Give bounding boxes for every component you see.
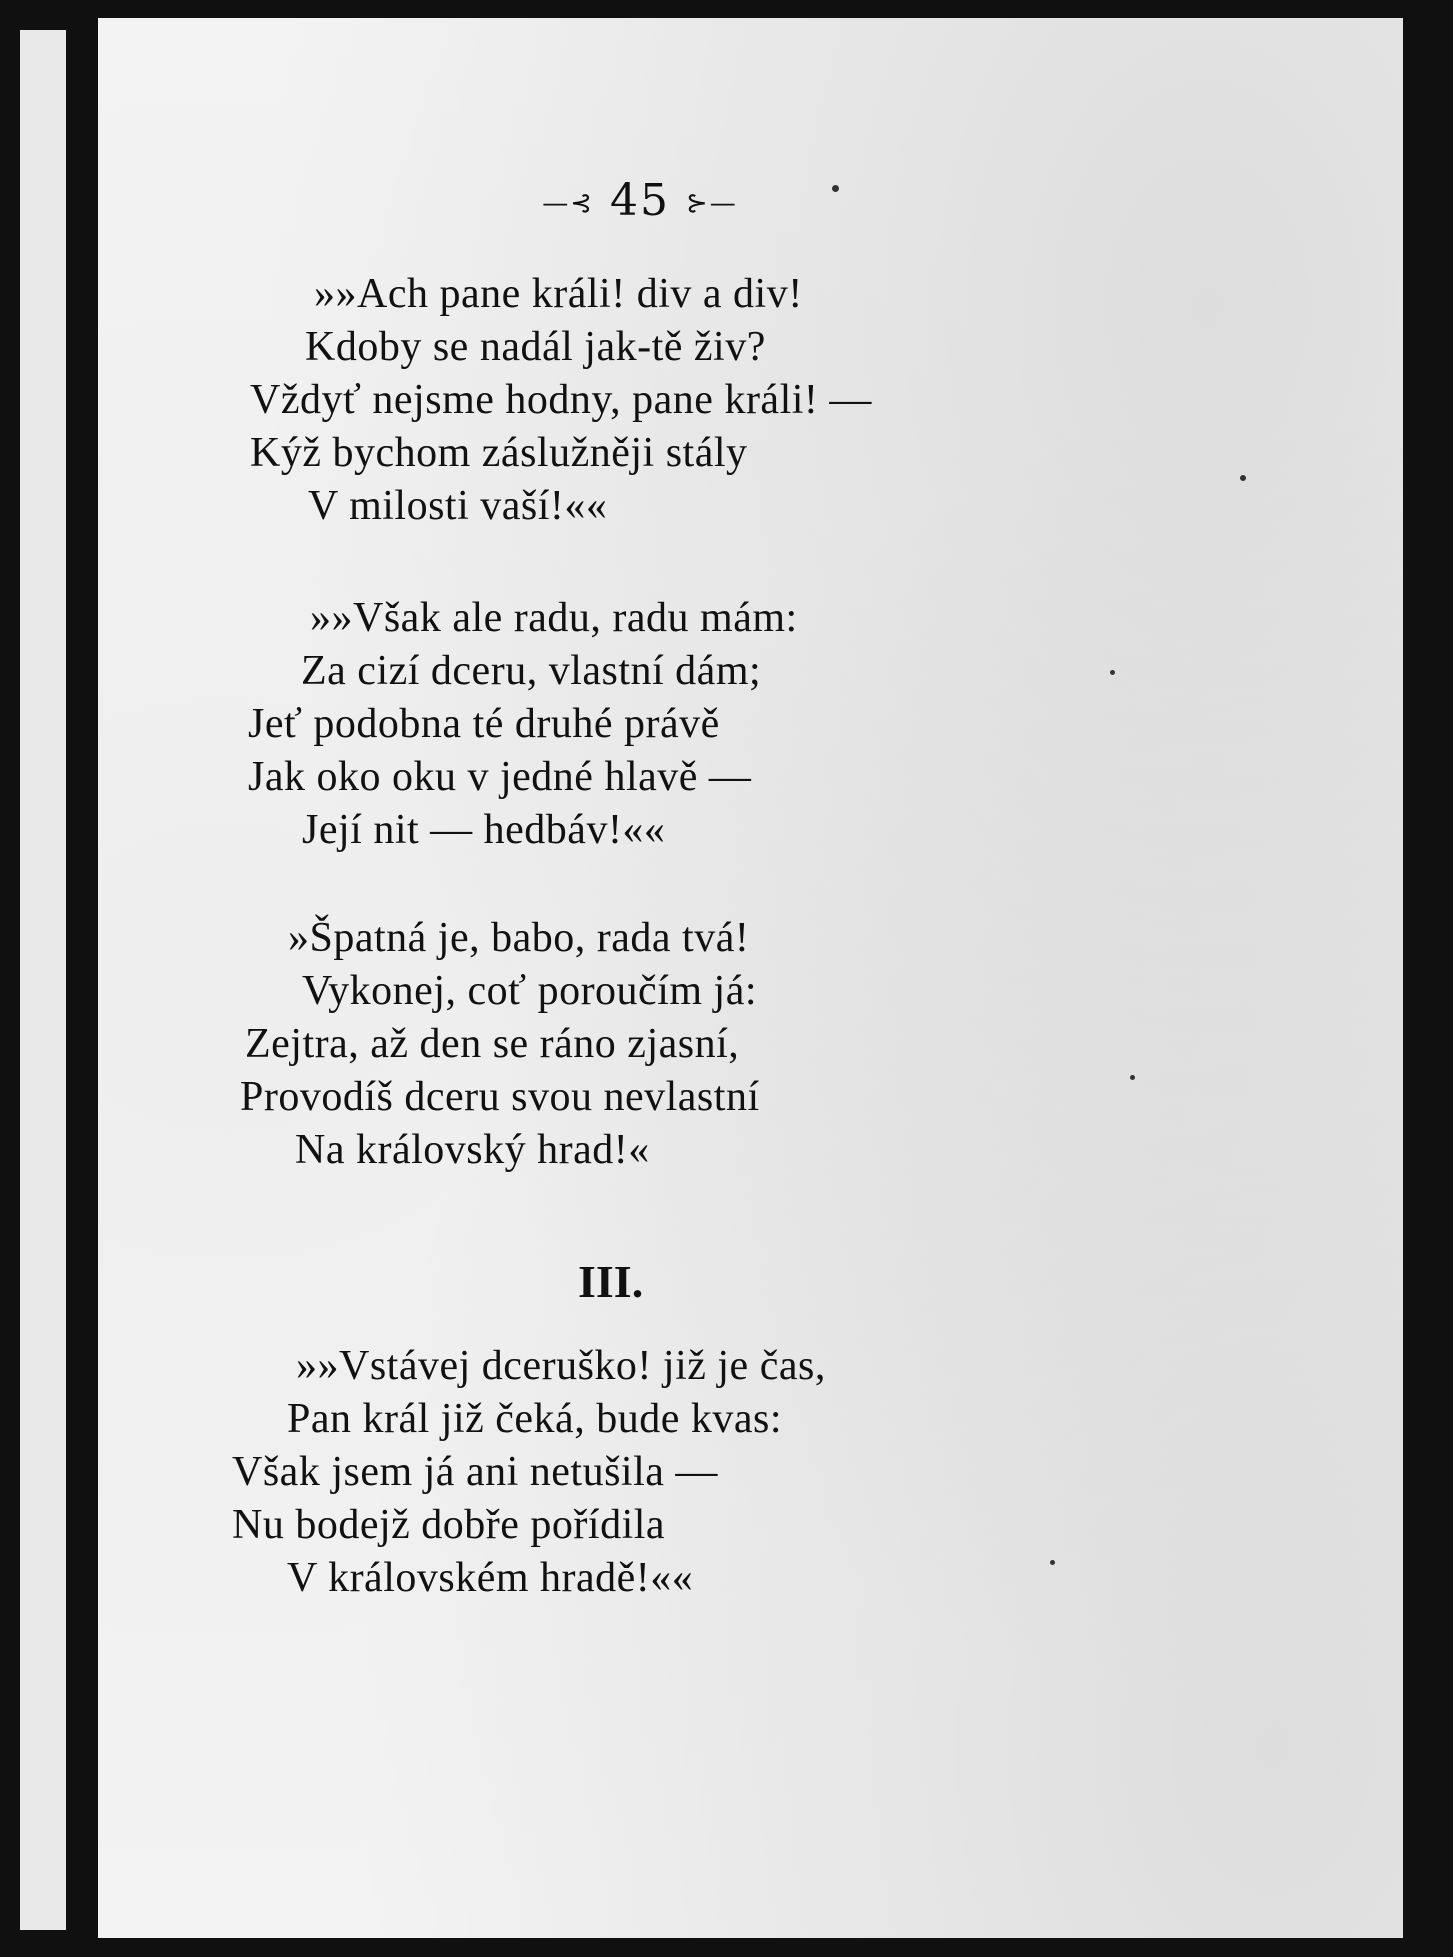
stanza-line: Pan král již čeká, bude kvas: bbox=[287, 1396, 782, 1442]
stanza-2 bbox=[248, 592, 798, 857]
stanza-line: Za cizí dceru, vlastní dám; bbox=[301, 648, 762, 694]
stanza-line: Zejtra, až den se ráno zjasní, bbox=[245, 1021, 740, 1067]
stanza-line: Však jsem já ani netušila — bbox=[232, 1449, 718, 1495]
left-ornament-icon: —⊰ bbox=[542, 188, 594, 219]
ink-speck bbox=[1110, 670, 1115, 675]
stanza-line: Vykonej, coť poroučím já: bbox=[302, 968, 758, 1014]
right-ornament-icon: ⊱— bbox=[686, 188, 738, 219]
stanza-line: Kdoby se nadál jak-tě živ? bbox=[305, 324, 766, 370]
section-heading: III. bbox=[578, 1256, 644, 1307]
stanza-line: Její nit — hedbáv!«« bbox=[302, 807, 666, 853]
ink-speck bbox=[1240, 475, 1246, 481]
stanza-line: Vždyť nejsme hodny, pane králi! — bbox=[250, 377, 872, 423]
stanza-line: Kýž bychom záslužněji stály bbox=[250, 430, 748, 476]
ink-speck bbox=[1050, 1560, 1055, 1565]
stanza-line: »»Však ale radu, radu mám: bbox=[310, 595, 798, 641]
stanza-line: Provodíš dceru svou nevlastní bbox=[240, 1074, 760, 1120]
stanza-line: Jeť podobna té druhé právě bbox=[248, 701, 720, 747]
stanza-1 bbox=[250, 268, 872, 533]
stanza-line: V milosti vaší!«« bbox=[308, 483, 608, 529]
page-header bbox=[500, 175, 780, 226]
stanza-line: Jak oko oku v jedné hlavě — bbox=[248, 754, 752, 800]
stanza-4 bbox=[232, 1340, 826, 1605]
adjacent-page-edge bbox=[20, 30, 66, 1930]
ink-speck bbox=[832, 185, 839, 192]
stanza-line: »Špatná je, babo, rada tvá! bbox=[288, 915, 750, 961]
page-number: 45 bbox=[610, 175, 670, 226]
stanza-line: »»Ach pane králi! div a div! bbox=[314, 271, 803, 317]
stanza-3 bbox=[240, 912, 760, 1177]
stanza-line: »»Vstávej dceruško! již je čas, bbox=[296, 1343, 826, 1389]
stanza-line: V královském hradě!«« bbox=[287, 1555, 694, 1601]
stanza-line: Na královský hrad!« bbox=[295, 1127, 650, 1173]
stanza-line: Nu bodejž dobře pořídila bbox=[232, 1502, 666, 1548]
ink-speck bbox=[1130, 1075, 1135, 1080]
